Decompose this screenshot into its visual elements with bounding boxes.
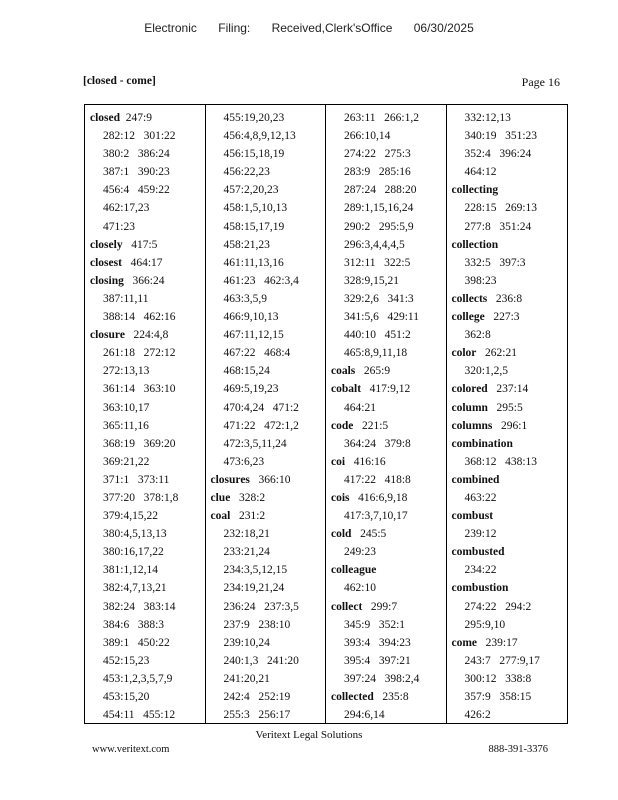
index-refs-line: 473:6,23 <box>223 455 265 468</box>
index-refs-line: 464:12 <box>464 166 497 179</box>
index-refs-line: 233:21,24 <box>223 546 270 559</box>
index-term-line <box>447 344 568 362</box>
index-term-line <box>326 489 446 507</box>
index-refs-line: 371:1 373:11 <box>103 473 170 486</box>
index-refs: 366:24 <box>123 274 165 287</box>
footer-website: www.veritext.com <box>92 744 170 755</box>
index-refs-line: 287:24 288:20 <box>344 184 417 197</box>
index-refs-line: 379:4,15,22 <box>103 510 158 523</box>
index-refs-line: 393:4 394:23 <box>344 636 411 649</box>
index-term: closely <box>90 238 123 251</box>
index-term: columns <box>451 419 493 432</box>
index-refs-line: 470:4,24 471:2 <box>223 401 299 414</box>
index-refs-line: 357:9 358:15 <box>464 691 532 703</box>
index-term-line <box>326 688 446 706</box>
index-refs-line: 387:11,11 <box>103 292 149 305</box>
index-refs-line: 457:2,20,23 <box>223 184 279 197</box>
index-refs-line: 458:15,17,19 <box>223 220 285 233</box>
index-refs-line: 462:10 <box>344 582 376 595</box>
index-term-line <box>85 326 205 344</box>
index-refs-line: 471:22 472:1,2 <box>223 419 299 432</box>
index-term: closest <box>90 256 122 269</box>
index-refs-line: 463:3,5,9 <box>223 292 267 305</box>
index-refs: 221:5 <box>353 419 389 432</box>
index-term-line <box>326 561 446 579</box>
index-refs-line: 453:15,20 <box>103 691 150 703</box>
index-refs-line: 471:23 <box>103 220 135 233</box>
index-refs-line: 345:9 352:1 <box>344 618 406 631</box>
index-refs-line: 249:23 <box>344 546 376 559</box>
index-refs: 235:8 <box>373 691 409 703</box>
index-refs-line: 462:17,23 <box>103 202 150 215</box>
index-refs-line: 261:18 272:12 <box>103 347 176 360</box>
index-term: collected <box>331 691 374 703</box>
index-refs-line: 469:5,19,23 <box>223 383 279 396</box>
index-refs-line: 239:10,24 <box>223 636 270 649</box>
index-refs-line: 417:22 418:8 <box>344 473 411 486</box>
index-term: closed <box>90 112 121 124</box>
index-term: combust <box>451 510 494 523</box>
index-term: clue <box>210 491 231 504</box>
index-term: coi <box>331 455 346 468</box>
index-refs-line: 362:8 <box>464 329 491 342</box>
index-term: closures <box>210 473 250 486</box>
index-term-line <box>326 417 446 435</box>
index-refs-line: 332:5 397:3 <box>464 256 526 269</box>
index-refs-line: 234:3,5,12,15 <box>223 564 288 577</box>
index-term-line <box>447 417 568 435</box>
index-refs-line: 452:15,23 <box>103 654 150 667</box>
index-term: combination <box>451 437 513 450</box>
index-refs: 247:9 <box>120 112 152 124</box>
index-term: coal <box>210 510 231 523</box>
index-term-line <box>447 290 568 308</box>
index-refs-line: 467:11,12,15 <box>223 329 284 342</box>
index-refs-line: 363:10,17 <box>103 401 150 414</box>
index-refs-line: 240:1,3 241:20 <box>223 654 299 667</box>
index-refs-line: 395:4 397:21 <box>344 654 411 667</box>
index-refs-line: 282:12 301:22 <box>103 130 176 143</box>
page-number: Page 16 <box>521 75 560 89</box>
index-term: combined <box>451 473 500 486</box>
index-term-line <box>206 489 326 507</box>
index-refs-line: 458:1,5,10,13 <box>223 202 288 215</box>
index-refs-line: 283:9 285:16 <box>344 166 411 179</box>
index-refs-line: 296:3,4,4,4,5 <box>344 238 405 251</box>
index-refs-line: 263:11 266:1,2 <box>344 112 419 124</box>
header-date: 06/30/2025 <box>413 21 474 35</box>
index-refs-line: 266:10,14 <box>344 130 391 143</box>
index-refs-line: 365:11,16 <box>103 419 149 432</box>
index-refs-line: 398:23 <box>464 274 497 287</box>
index-refs-line: 295:9,10 <box>464 618 506 631</box>
index-refs-line: 361:14 363:10 <box>103 383 176 396</box>
index-term: collect <box>331 600 363 613</box>
index-column-2 <box>206 105 327 723</box>
index-refs-line: 274:22 275:3 <box>344 148 411 161</box>
index-term-line <box>85 236 205 254</box>
index-term: collecting <box>451 184 499 197</box>
index-refs-line: 456:4,8,9,12,13 <box>223 130 296 143</box>
index-term-line <box>447 543 568 561</box>
index-term: code <box>331 419 354 432</box>
index-refs-line: 464:21 <box>344 401 376 414</box>
word-index-grid <box>84 104 568 724</box>
index-refs-line: 389:1 450:22 <box>103 636 170 649</box>
index-refs: 237:14 <box>487 383 529 396</box>
index-refs-line: 255:3 256:17 <box>223 709 291 722</box>
index-term-line <box>447 380 568 398</box>
index-term: combusted <box>451 546 505 559</box>
index-refs-line: 294:6,14 <box>344 709 385 722</box>
index-term: combustion <box>451 582 509 595</box>
index-refs: 416:16 <box>345 455 386 468</box>
index-refs-line: 440:10 451:2 <box>344 329 411 342</box>
index-refs-line: 417:3,7,10,17 <box>344 510 408 523</box>
index-refs-line: 312:11 322:5 <box>344 256 411 269</box>
index-refs: 416:6,9,18 <box>349 491 408 504</box>
index-refs: 366:10 <box>249 473 291 486</box>
index-refs-line: 241:20,21 <box>223 672 270 685</box>
index-refs: 239:17 <box>477 636 518 649</box>
index-refs-line: 369:21,22 <box>103 455 150 468</box>
index-term: column <box>451 401 488 414</box>
index-refs-line: 388:14 462:16 <box>103 311 176 324</box>
index-refs-line: 228:15 269:13 <box>464 202 538 215</box>
index-refs: 328:2 <box>230 491 266 504</box>
index-refs-line: 236:24 237:3,5 <box>223 600 299 613</box>
index-refs: 265:9 <box>355 365 391 378</box>
index-term-line <box>206 471 326 489</box>
index-refs-line: 382:24 383:14 <box>103 600 176 613</box>
index-refs-line: 454:11 455:12 <box>103 709 176 722</box>
index-term: color <box>451 347 477 360</box>
index-term: closure <box>90 329 125 342</box>
index-refs-line: 387:1 390:23 <box>103 166 170 179</box>
header-electronic: Electronic <box>144 21 197 35</box>
index-term-line <box>85 109 205 127</box>
index-refs-line: 352:4 396:24 <box>464 148 532 161</box>
index-refs-line: 232:18,21 <box>223 528 270 541</box>
index-refs-line: 377:20 378:1,8 <box>103 491 179 504</box>
index-refs-line: 455:19,20,23 <box>223 112 285 124</box>
index-refs-line: 456:4 459:22 <box>103 184 170 197</box>
index-refs: 236:8 <box>487 292 523 305</box>
header-filing: Filing: <box>218 21 251 35</box>
index-refs-line: 368:19 369:20 <box>103 437 176 450</box>
index-term: closing <box>90 274 124 287</box>
index-refs-line: 332:12,13 <box>464 112 511 124</box>
index-column-4 <box>447 105 568 723</box>
index-term: collection <box>451 238 499 251</box>
footer-company: Veritext Legal Solutions <box>255 729 363 741</box>
index-term-line <box>447 507 568 525</box>
index-refs: 296:1 <box>492 419 528 432</box>
index-term-line <box>447 236 568 254</box>
index-term-line <box>447 181 568 199</box>
index-refs-line: 456:15,18,19 <box>223 148 285 161</box>
index-refs-line: 381:1,12,14 <box>103 564 158 577</box>
index-term: come <box>451 636 478 649</box>
index-refs-line: 234:22 <box>464 564 497 577</box>
index-refs-line: 380:16,17,22 <box>103 546 164 559</box>
index-term-line <box>447 435 568 453</box>
index-refs-line: 426:2 <box>464 709 491 722</box>
index-refs-line: 397:24 398:2,4 <box>344 672 420 685</box>
index-refs-line: 380:2 386:24 <box>103 148 170 161</box>
header-received: Received,Clerk'sOffice <box>271 21 393 35</box>
index-refs-line: 328:9,15,21 <box>344 274 399 287</box>
index-term: cobalt <box>331 383 362 396</box>
index-refs-line: 329:2,6 341:3 <box>344 292 414 305</box>
index-refs: 464:17 <box>121 256 163 269</box>
index-term: collects <box>451 292 488 305</box>
index-term-line <box>326 362 446 380</box>
filing-header <box>0 21 618 35</box>
index-refs-line: 237:9 238:10 <box>223 618 291 631</box>
footer-phone: 888-391-3376 <box>488 744 548 755</box>
index-term: cois <box>331 491 350 504</box>
index-term-line <box>326 453 446 471</box>
index-refs-line: 461:11,13,16 <box>223 256 284 269</box>
index-term-line <box>447 471 568 489</box>
index-term-line <box>447 399 568 417</box>
index-term-line <box>447 579 568 597</box>
index-refs-line: 382:4,7,13,21 <box>103 582 167 595</box>
index-refs-line: 453:1,2,3,5,7,9 <box>103 672 173 685</box>
index-refs: 245:5 <box>351 528 387 541</box>
index-term-line <box>326 380 446 398</box>
index-refs-line: 274:22 294:2 <box>464 600 532 613</box>
index-refs-line: 458:21,23 <box>223 238 270 251</box>
index-refs-line: 380:4,5,13,13 <box>103 528 167 541</box>
index-refs: 262:21 <box>476 347 517 360</box>
index-refs-line: 300:12 338:8 <box>464 672 532 685</box>
index-column-1 <box>85 105 206 723</box>
index-refs-line: 243:7 277:9,17 <box>464 654 540 667</box>
index-refs-line: 242:4 252:19 <box>223 691 291 703</box>
index-refs: 417:9,12 <box>361 383 411 396</box>
index-refs-line: 456:22,23 <box>223 166 270 179</box>
index-refs-line: 461:23 462:3,4 <box>223 274 299 287</box>
index-term: coals <box>331 365 356 378</box>
index-refs-line: 234:19,21,24 <box>223 582 285 595</box>
index-refs-line: 466:9,10,13 <box>223 311 279 324</box>
index-term-line <box>85 254 205 272</box>
index-refs-line: 368:12 438:13 <box>464 455 538 468</box>
index-refs-line: 364:24 379:8 <box>344 437 411 450</box>
index-refs-line: 468:15,24 <box>223 365 270 378</box>
index-refs-line: 341:5,6 429:11 <box>344 311 419 324</box>
index-column-3 <box>326 105 447 723</box>
index-refs: 231:2 <box>230 510 266 523</box>
index-term: college <box>451 311 485 324</box>
index-refs: 417:5 <box>122 238 158 251</box>
index-term-line <box>447 634 568 652</box>
index-refs: 299:7 <box>362 600 398 613</box>
index-refs-line: 467:22 468:4 <box>223 347 291 360</box>
index-refs-line: 340:19 351:23 <box>464 130 538 143</box>
index-refs-line: 277:8 351:24 <box>464 220 532 233</box>
index-refs-line: 472:3,5,11,24 <box>223 437 287 450</box>
index-refs-line: 320:1,2,5 <box>464 365 508 378</box>
index-refs: 224:4,8 <box>124 329 169 342</box>
index-term-line <box>326 598 446 616</box>
index-refs-line: 465:8,9,11,18 <box>344 347 408 360</box>
index-term: colleague <box>331 564 377 577</box>
index-refs: 295:5 <box>487 401 523 414</box>
index-term-line <box>206 507 326 525</box>
index-term-line <box>447 308 568 326</box>
index-refs-line: 384:6 388:3 <box>103 618 165 631</box>
index-refs: 227:3 <box>484 311 520 324</box>
index-refs-line: 290:2 295:5,9 <box>344 220 414 233</box>
index-refs-line: 272:13,13 <box>103 365 150 378</box>
index-term: colored <box>451 383 488 396</box>
index-term: cold <box>331 528 352 541</box>
index-refs-line: 289:1,15,16,24 <box>344 202 414 215</box>
index-term-line <box>85 272 205 290</box>
index-range: [closed - come] <box>83 75 156 87</box>
index-refs-line: 463:22 <box>464 491 497 504</box>
index-refs-line: 239:12 <box>464 528 497 541</box>
index-term-line <box>326 525 446 543</box>
